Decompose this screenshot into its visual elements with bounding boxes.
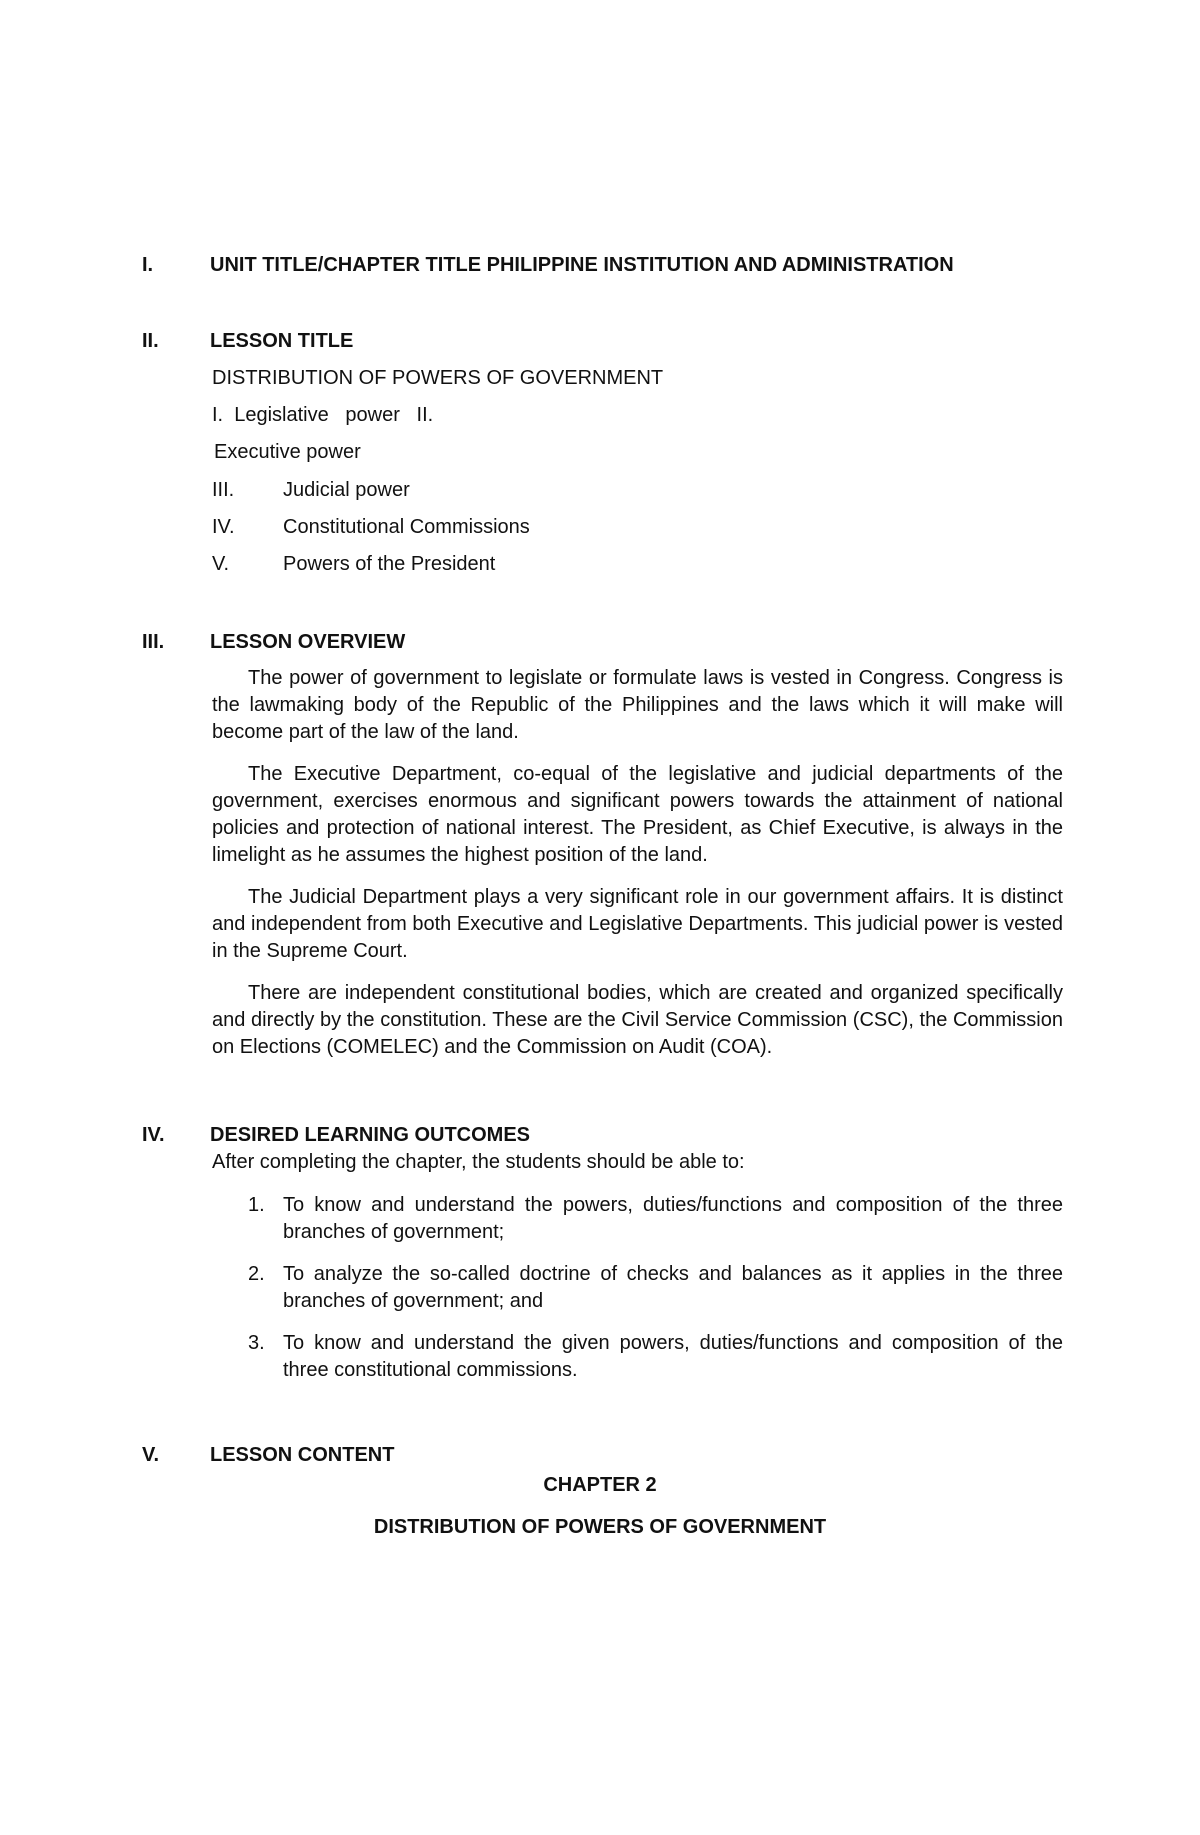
- overview-paragraph: The power of government to legislate or formulate laws is vested in Congress. Congress is the lawmaking body of the Republic of the Philippines and the laws which it will make will become part of the law of the land.: [212, 667, 1063, 743]
- item-text: To know and understand the given powers, duties/functions and composition of the three constitutional commissions.: [283, 1332, 1063, 1381]
- overview-paragraph: The Judicial Department plays a very significant role in our government affairs. It is distinct and independent from both Executive and Legislative Departments. This judicial power is vested in the Supreme Court.: [212, 886, 1063, 962]
- section-number: V.: [142, 1444, 160, 1466]
- item-number: V.: [212, 553, 230, 575]
- overview-body: [212, 665, 1063, 1061]
- item-number: 1.: [248, 1194, 265, 1216]
- item-text: To know and understand the powers, duties/functions and composition of the three branches of government;: [283, 1194, 1063, 1243]
- section-number: III.: [142, 631, 165, 653]
- overview-paragraph: The Executive Department, co-equal of the legislative and judicial departments of the government, exercises enormous and significant powers towards the attainment of national policies and protection of national interest. The President, as Chief Executive, is always in the limelight as he assumes the highest position of the land.: [212, 763, 1063, 866]
- section-number: IV.: [142, 1124, 165, 1146]
- section-title: LESSON OVERVIEW: [210, 631, 406, 653]
- lesson-title-line: I. Legislative power II.: [212, 404, 434, 426]
- section-title: LESSON CONTENT: [210, 1444, 395, 1466]
- item-number: 3.: [248, 1332, 265, 1354]
- lesson-title-heading: DISTRIBUTION OF POWERS OF GOVERNMENT: [212, 367, 664, 389]
- chapter-title: DISTRIBUTION OF POWERS OF GOVERNMENT: [373, 1516, 827, 1538]
- lesson-title-line: Executive power: [214, 441, 361, 463]
- chapter-label: CHAPTER 2: [543, 1474, 657, 1496]
- item-text: Constitutional Commissions: [283, 516, 530, 538]
- item-text: To analyze the so-called doctrine of checks and balances as it applies in the three branches of government; and: [283, 1263, 1063, 1312]
- list-item: [212, 1192, 1063, 1246]
- section-number: II.: [142, 330, 159, 352]
- list-item: [212, 1330, 1063, 1384]
- item-number: 2.: [248, 1263, 265, 1285]
- section-title: LESSON TITLE: [210, 330, 354, 352]
- outcomes-list: [212, 1192, 1063, 1384]
- overview-paragraph: There are independent constitutional bodies, which are created and organized specifically and directly by the constitution. These are the Civil Service Commission (CSC), the Commission on Elections (COMELEC) and the Commission on Audit (COA).: [212, 982, 1063, 1058]
- section-title: DESIRED LEARNING OUTCOMES: [210, 1124, 531, 1146]
- section-number: I.: [142, 254, 154, 276]
- item-text: Judicial power: [283, 479, 410, 501]
- list-item: [212, 1261, 1063, 1315]
- item-number: IV.: [212, 516, 235, 538]
- section-title: UNIT TITLE/CHAPTER TITLE PHILIPPINE INSTITUTION AND ADMINISTRATION: [210, 254, 954, 276]
- item-text: Powers of the President: [283, 553, 496, 575]
- outcomes-intro: After completing the chapter, the students should be able to:: [212, 1151, 745, 1173]
- item-number: III.: [212, 479, 235, 501]
